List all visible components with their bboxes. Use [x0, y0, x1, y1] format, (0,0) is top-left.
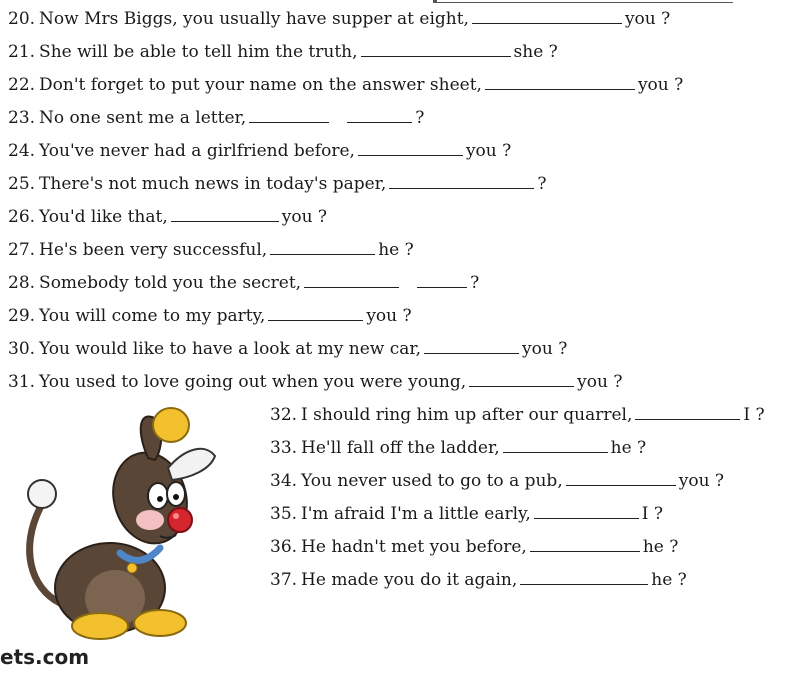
question-number: 35. [270, 504, 298, 524]
question-number: 28. [8, 273, 36, 293]
question-text: Don't forget to put your name on the answer sheet, [39, 75, 482, 95]
question-33 [270, 437, 646, 457]
question-27 [8, 239, 414, 259]
question-text: You will come to my party, [39, 306, 266, 326]
question-number: 33. [270, 438, 298, 458]
question-35 [270, 503, 663, 523]
question-number: 22. [8, 75, 36, 95]
question-text: He'll fall off the ladder, [301, 438, 500, 458]
question-number: 37. [270, 570, 298, 590]
question-text: You would like to have a look at my new car, [39, 339, 422, 359]
question-tag: you ? [637, 75, 684, 95]
answer-blank[interactable] [635, 404, 740, 420]
question-text: Somebody told you the secret, [39, 273, 302, 293]
question-text: You've never had a girlfriend before, [39, 141, 355, 161]
answer-blank[interactable] [268, 305, 363, 321]
question-text: You'd like that, [39, 207, 168, 227]
answer-blank[interactable] [534, 503, 639, 519]
question-text: He made you do it again, [301, 570, 518, 590]
answer-blank[interactable] [485, 74, 635, 90]
answer-blank[interactable] [249, 107, 329, 123]
answer-blank[interactable] [520, 569, 648, 585]
answer-blank[interactable] [361, 41, 511, 57]
question-number: 26. [8, 207, 36, 227]
answer-blank[interactable] [347, 107, 412, 123]
question-tag: I ? [641, 504, 664, 524]
question-text: You never used to go to a pub, [301, 471, 563, 491]
answer-blank[interactable] [270, 239, 375, 255]
question-tag: ? [537, 174, 547, 194]
question-37 [270, 569, 687, 589]
question-number: 23. [8, 108, 36, 128]
question-26 [8, 206, 327, 226]
question-number: 24. [8, 141, 36, 161]
footer-site-text: ets.com [0, 645, 90, 669]
answer-blank[interactable] [424, 338, 519, 354]
question-number: 32. [270, 405, 298, 425]
question-text: Now Mrs Biggs, you usually have supper at eight, [39, 9, 469, 29]
question-tag: she ? [513, 42, 558, 62]
question-tag: he ? [610, 438, 647, 458]
question-31 [8, 371, 622, 391]
question-text: He's been very successful, [39, 240, 268, 260]
question-tag: ? [470, 273, 480, 293]
question-number: 36. [270, 537, 298, 557]
question-tag: you ? [577, 372, 623, 392]
question-29 [8, 305, 412, 325]
answer-blank[interactable] [469, 371, 574, 387]
question-34 [270, 470, 724, 490]
answer-blank[interactable] [566, 470, 676, 486]
question-number: 34. [270, 471, 298, 491]
question-32 [270, 404, 765, 424]
question-text: She will be able to tell him the truth, [39, 42, 358, 62]
question-text: He hadn't met you before, [301, 537, 527, 557]
question-22 [8, 74, 683, 94]
question-tag: he ? [651, 570, 687, 590]
question-tag: you ? [366, 306, 412, 326]
question-21 [8, 41, 558, 61]
question-tag: he ? [642, 537, 679, 557]
answer-blank[interactable] [389, 173, 534, 189]
question-tag: you ? [281, 207, 328, 227]
answer-blank[interactable] [358, 140, 463, 156]
question-tag: ? [415, 108, 425, 128]
question-tag: you ? [624, 9, 671, 29]
question-text: I'm afraid I'm a little early, [301, 504, 531, 524]
question-25 [8, 173, 546, 193]
question-number: 31. [8, 372, 36, 392]
question-number: 25. [8, 174, 36, 194]
cartoon-mascot-icon [0, 398, 262, 648]
question-number: 29. [8, 306, 36, 326]
question-text: You used to love going out when you were young, [39, 372, 467, 392]
answer-blank[interactable] [472, 8, 622, 24]
question-number: 20. [8, 9, 36, 29]
question-text: I should ring him up after our quarrel, [301, 405, 633, 425]
question-30 [8, 338, 567, 358]
question-number: 21. [8, 42, 36, 62]
answer-blank[interactable] [417, 272, 467, 288]
question-tag: you ? [465, 141, 512, 161]
question-23 [8, 107, 424, 127]
question-number: 27. [8, 240, 36, 260]
question-text: No one sent me a letter, [39, 108, 247, 128]
top-rule [433, 2, 733, 3]
answer-blank[interactable] [304, 272, 399, 288]
question-20 [8, 8, 670, 28]
question-number: 30. [8, 339, 36, 359]
question-tag: I ? [743, 405, 765, 425]
answer-blank[interactable] [171, 206, 279, 222]
question-24 [8, 140, 511, 160]
question-tag: you ? [678, 471, 725, 491]
question-tag: he ? [378, 240, 414, 260]
question-tag: you ? [522, 339, 568, 359]
question-text: There's not much news in today's paper, [39, 174, 387, 194]
question-28 [8, 272, 479, 292]
answer-blank[interactable] [503, 437, 608, 453]
question-36 [270, 536, 678, 556]
answer-blank[interactable] [530, 536, 640, 552]
